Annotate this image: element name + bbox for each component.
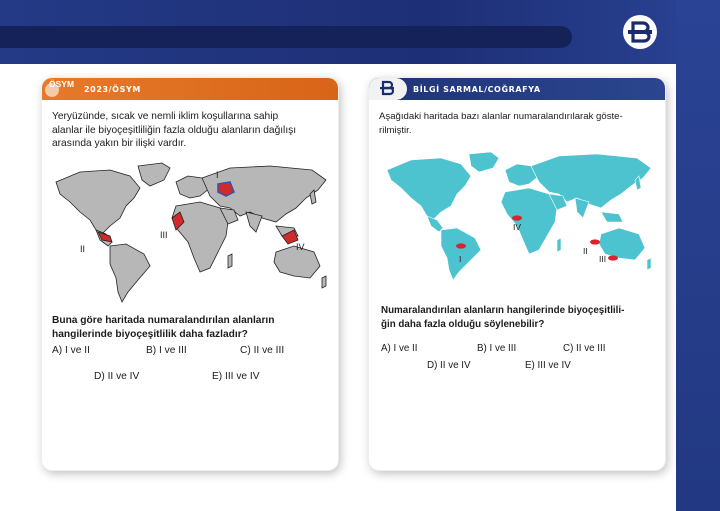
left-option-d[interactable]: D) II ve IV — [94, 371, 140, 382]
right-option-c[interactable]: C) II ve III — [563, 343, 606, 354]
left-question-line: Buna göre haritada numaralandırılan alanların — [52, 315, 275, 326]
right-card-title: BİLGİ SARMAL/COĞRAFYA — [413, 84, 541, 94]
map-label-III: III — [599, 254, 607, 264]
map-label-II: II — [583, 246, 588, 256]
left-paragraph-line: Yeryüzünde, sıcak ve nemli iklim koşullarına sahip — [52, 111, 279, 122]
dot-III — [608, 255, 618, 260]
dot-II — [590, 239, 600, 244]
right-option-a[interactable]: A) I ve II — [381, 343, 418, 354]
left-paragraph-line: alanlar ile biyoçeşitliliğin fazla olduğu alanların dağılışı — [52, 124, 297, 136]
right-paragraph-line: Aşağıdaki haritada bazı alanlar numaralandırılarak göste- — [379, 111, 623, 122]
left-card-header — [42, 78, 338, 100]
bs-logo-icon — [369, 78, 407, 100]
dot-IV — [512, 215, 522, 220]
left-option-a[interactable]: A) I ve II — [52, 345, 90, 356]
header-bar — [0, 26, 572, 48]
left-map-land — [56, 163, 326, 302]
left-question — [52, 314, 274, 341]
map-label-IV: IV — [513, 222, 522, 232]
right-card-header — [369, 78, 665, 100]
right-paragraph — [379, 110, 623, 137]
region-I — [218, 182, 234, 196]
right-question-line: Numaralandırılan alanların hangilerinde biyoçeşitlili- — [381, 305, 625, 316]
left-question-line: hangilerinde biyoçeşitlilik daha fazladır? — [52, 328, 248, 340]
left-option-b[interactable]: B) I ve III — [146, 345, 187, 356]
map-label-I: I — [216, 170, 219, 180]
dot-I — [456, 243, 466, 248]
map-label-III: III — [160, 230, 168, 240]
right-option-d[interactable]: D) II ve IV — [427, 360, 471, 371]
left-paragraph-line: arasında yakın bir ilişki vardır. — [52, 138, 187, 150]
right-question-card — [369, 78, 665, 470]
right-question — [381, 304, 624, 331]
map-label-I: I — [459, 254, 462, 264]
left-question-card — [42, 78, 338, 470]
left-option-c[interactable]: C) II ve III — [240, 345, 285, 356]
map-label-II: II — [80, 244, 86, 254]
left-world-map — [50, 160, 330, 305]
map-label-IV: IV — [296, 242, 305, 252]
left-paragraph — [52, 110, 296, 151]
left-option-e[interactable]: E) III ve IV — [212, 371, 260, 382]
right-world-map — [383, 150, 655, 280]
bs-logo-icon — [622, 14, 658, 50]
right-question-line: ğin daha fazla olduğu söylenebilir? — [381, 318, 545, 330]
svg-text:ÖSYM: ÖSYM — [49, 79, 75, 89]
osym-logo-icon — [42, 78, 82, 100]
left-card-title: 2023/ÖSYM — [84, 84, 141, 94]
right-option-b[interactable]: B) I ve III — [477, 343, 517, 354]
right-frame — [676, 0, 720, 511]
right-paragraph-line: rilmiştir. — [379, 124, 412, 136]
right-option-e[interactable]: E) III ve IV — [525, 360, 571, 371]
